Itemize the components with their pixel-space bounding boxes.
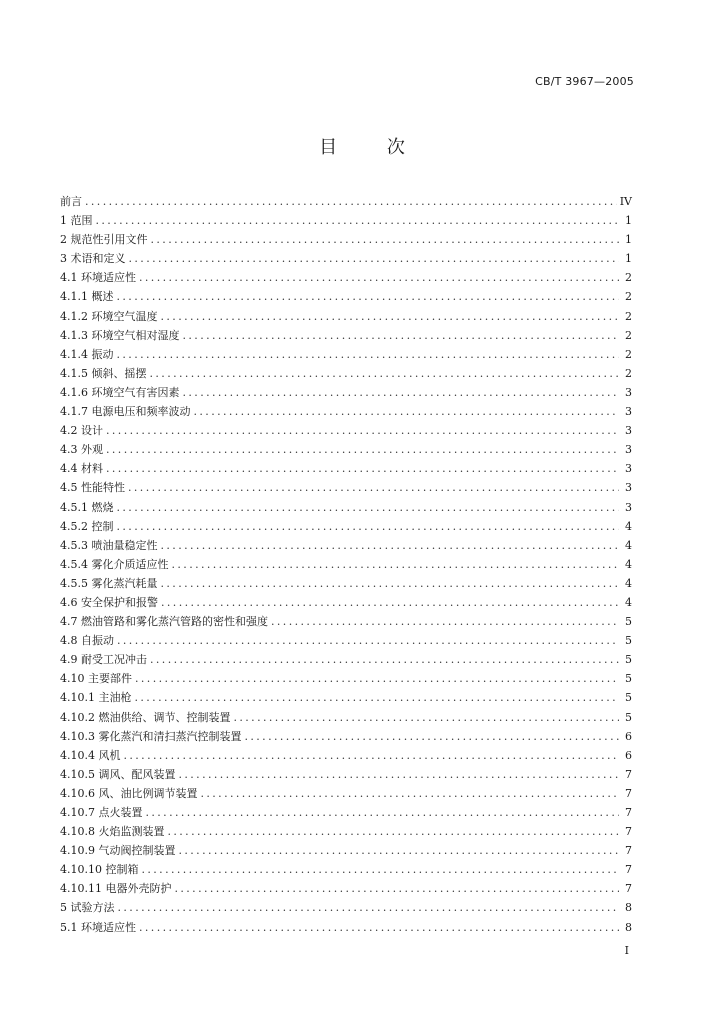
toc-entry-label: 4.3 外观: [60, 443, 103, 457]
toc-entry: [60, 326, 632, 345]
toc-entry-page: 5: [625, 672, 632, 686]
toc-entry: [60, 898, 632, 917]
toc-entry-label: 3 术语和定义: [60, 252, 126, 266]
toc-entry-page: 5: [625, 634, 632, 648]
toc-entry: [60, 688, 632, 707]
toc-entry: [60, 727, 632, 746]
toc-dot-leader: [106, 421, 619, 440]
toc-entry: [60, 841, 632, 860]
toc-entry-page: 7: [625, 844, 632, 858]
toc-entry-label: 4.5.4 雾化介质适应性: [60, 557, 169, 571]
page-number: I: [624, 944, 629, 957]
toc-dot-leader: [139, 268, 619, 287]
toc-entry-label: 4.9 耐受工况冲击: [60, 653, 147, 667]
toc-entry-label: 4.2 设计: [60, 424, 103, 438]
toc-dot-leader: [117, 517, 620, 536]
toc-entry-page: 5: [625, 615, 632, 629]
toc-entry-page: 4: [625, 538, 632, 552]
toc-entry: [60, 650, 632, 669]
toc-dot-leader: [174, 879, 619, 898]
toc-dot-leader: [161, 307, 620, 326]
toc-entry-label: 5.1 环境适应性: [60, 920, 136, 934]
toc-dot-leader: [85, 192, 617, 211]
toc-entry-label: 4.1.7 电源电压和频率波动: [60, 405, 191, 419]
toc-entry-page: 7: [625, 882, 632, 896]
standard-code: CB/T 3967—2005: [535, 75, 634, 88]
toc-dot-leader: [183, 326, 620, 345]
toc-dot-leader: [200, 784, 619, 803]
toc-entry-label: 4.5.1 燃烧: [60, 500, 114, 514]
toc-entry-page: 3: [625, 481, 632, 495]
toc-entry-label: 4.5 性能特性: [60, 481, 125, 495]
toc-entry: [60, 803, 632, 822]
toc-dot-leader: [129, 249, 620, 268]
toc-entry-label: 4.1.4 振动: [60, 347, 114, 361]
toc-entry-page: 7: [625, 806, 632, 819]
toc-entry-label: 4.5.2 控制: [60, 519, 114, 533]
toc-entry: [60, 746, 632, 765]
toc-entry-page: 1: [625, 252, 632, 266]
toc-entry-page: 2: [625, 309, 632, 323]
toc-entry-page: 2: [625, 366, 632, 380]
toc-dot-leader: [118, 898, 620, 917]
toc-entry-label: 4.7 燃油管路和雾化蒸汽管路的密性和强度: [60, 615, 268, 629]
toc-dot-leader: [135, 669, 619, 688]
toc-dot-leader: [194, 402, 620, 421]
toc-entry: [60, 555, 632, 574]
toc-entry-page: 2: [625, 347, 632, 361]
toc-entry: [60, 498, 632, 517]
page-title: 目 次: [319, 137, 427, 158]
toc-entry: [60, 784, 632, 803]
toc-entry: [60, 517, 632, 536]
toc-entry: [60, 268, 632, 287]
toc-entry-page: 3: [625, 443, 632, 457]
toc-entry-label: 4.1.6 环境空气有害因素: [60, 385, 180, 399]
toc-entry: [60, 708, 632, 727]
toc-entry-label: 4.6 安全保护和报警: [60, 595, 158, 609]
toc-entry: [60, 593, 632, 612]
toc-entry: [60, 402, 632, 421]
toc-dot-leader: [141, 860, 619, 879]
toc-entry: [60, 765, 632, 784]
toc-entry-label: 1 范围: [60, 214, 93, 228]
toc-entry-label: 4.5.5 雾化蒸汽耗量: [60, 576, 158, 590]
toc-entry-page: 3: [625, 500, 632, 514]
toc-entry: [60, 440, 632, 459]
toc-entry: [60, 287, 632, 306]
toc-dot-leader: [167, 822, 619, 841]
toc-entry-page: 3: [625, 385, 632, 399]
toc-entry: [60, 383, 632, 402]
toc-entry-page: 7: [625, 767, 632, 781]
toc-entry-label: 4.1.3 环境空气相对湿度: [60, 328, 180, 342]
toc-entry-page: 4: [625, 576, 632, 590]
toc-entry-page: 8: [625, 901, 632, 915]
toc-entry-page: 3: [625, 462, 632, 476]
toc-entry-label: 4.1.1 概述: [60, 290, 114, 304]
toc-dot-leader: [128, 478, 619, 497]
toc-entry-page: IV: [619, 195, 632, 208]
toc-dot-leader: [145, 803, 619, 822]
toc-entry: [60, 307, 632, 326]
toc-dot-leader: [151, 230, 620, 249]
toc-entry-label: 4.10.5 调风、配风装置: [60, 767, 176, 781]
toc-entry-page: 3: [625, 424, 632, 438]
toc-entry-label: 4.10.7 点火装置: [60, 806, 143, 819]
toc-entry-label: 4.1 环境适应性: [60, 271, 136, 285]
toc-entry-label: 4.10.8 火焰监测装置: [60, 825, 165, 839]
toc-entry-label: 2 规范性引用文件: [60, 233, 148, 247]
toc-entry-label: 4.10.2 燃油供给、调节、控制装置: [60, 710, 231, 724]
toc-dot-leader: [161, 574, 620, 593]
toc-entry: [60, 822, 632, 841]
toc-entry-page: 7: [625, 863, 632, 877]
toc-entry: [60, 421, 632, 440]
toc-entry-page: 3: [625, 405, 632, 419]
toc-entry-page: 8: [625, 920, 632, 934]
toc-entry-label: 4.10.3 雾化蒸汽和清扫蒸汽控制装置: [60, 729, 242, 743]
toc-dot-leader: [139, 918, 619, 937]
toc-entry-page: 2: [625, 271, 632, 285]
table-of-contents: [60, 192, 632, 937]
toc-dot-leader: [106, 459, 619, 478]
toc-dot-leader: [106, 440, 619, 459]
toc-entry-page: 5: [625, 691, 632, 705]
toc-entry-label: 4.8 自振动: [60, 634, 114, 648]
toc-entry: [60, 631, 632, 650]
toc-entry-page: 6: [625, 729, 632, 743]
toc-dot-leader: [161, 536, 620, 555]
toc-dot-leader: [150, 650, 619, 669]
toc-entry: [60, 918, 632, 937]
toc-entry-page: 2: [625, 290, 632, 304]
toc-entry-page: 1: [625, 214, 632, 228]
toc-entry-label: 4.4 材料: [60, 462, 103, 476]
toc-entry: [60, 192, 632, 211]
toc-entry-label: 4.1.2 环境空气温度: [60, 309, 158, 323]
toc-dot-leader: [172, 555, 620, 574]
toc-entry: [60, 364, 632, 383]
toc-entry-page: 7: [625, 786, 632, 800]
toc-dot-leader: [123, 746, 619, 765]
toc-entry: [60, 669, 632, 688]
toc-dot-leader: [244, 727, 619, 746]
toc-dot-leader: [271, 612, 619, 631]
toc-dot-leader: [134, 688, 619, 707]
toc-entry-label: 4.10.10 控制箱: [60, 863, 139, 877]
toc-dot-leader: [117, 498, 620, 517]
toc-entry-page: 5: [625, 710, 632, 724]
toc-entry-label: 4.10.4 风机: [60, 748, 121, 762]
toc-entry-label: 4.10 主要部件: [60, 672, 132, 686]
toc-entry-page: 7: [625, 825, 632, 839]
toc-dot-leader: [117, 631, 619, 650]
toc-dot-leader: [150, 364, 620, 383]
toc-dot-leader: [117, 345, 620, 364]
toc-entry-label: 4.10.9 气动阀控制装置: [60, 844, 176, 858]
toc-entry-page: 6: [625, 748, 632, 762]
toc-entry-label: 4.1.5 倾斜、摇摆: [60, 366, 147, 380]
toc-entry-page: 4: [625, 519, 632, 533]
toc-entry-label: 4.10.1 主油枪: [60, 691, 132, 705]
toc-entry: [60, 860, 632, 879]
toc-entry: [60, 612, 632, 631]
toc-entry: [60, 879, 632, 898]
toc-entry-label: 5 试验方法: [60, 901, 115, 915]
toc-entry: [60, 211, 632, 230]
toc-entry: [60, 249, 632, 268]
toc-entry: [60, 536, 632, 555]
toc-entry-label: 前言: [60, 195, 82, 208]
toc-dot-leader: [117, 287, 620, 306]
toc-dot-leader: [178, 765, 619, 784]
toc-dot-leader: [178, 841, 619, 860]
toc-entry-page: 1: [625, 233, 632, 247]
toc-entry: [60, 459, 632, 478]
toc-entry-page: 4: [625, 595, 632, 609]
toc-dot-leader: [233, 708, 619, 727]
toc-entry-page: 5: [625, 653, 632, 667]
toc-entry: [60, 345, 632, 364]
toc-entry-page: 4: [625, 557, 632, 571]
toc-entry-label: 4.10.6 风、油比例调节装置: [60, 786, 198, 800]
toc-entry: [60, 478, 632, 497]
toc-dot-leader: [183, 383, 620, 402]
toc-entry-label: 4.5.3 喷油量稳定性: [60, 538, 158, 552]
toc-entry-page: 2: [625, 328, 632, 342]
toc-entry-label: 4.10.11 电器外壳防护: [60, 882, 172, 896]
toc-entry: [60, 574, 632, 593]
toc-dot-leader: [96, 211, 620, 230]
toc-dot-leader: [161, 593, 619, 612]
toc-entry: [60, 230, 632, 249]
